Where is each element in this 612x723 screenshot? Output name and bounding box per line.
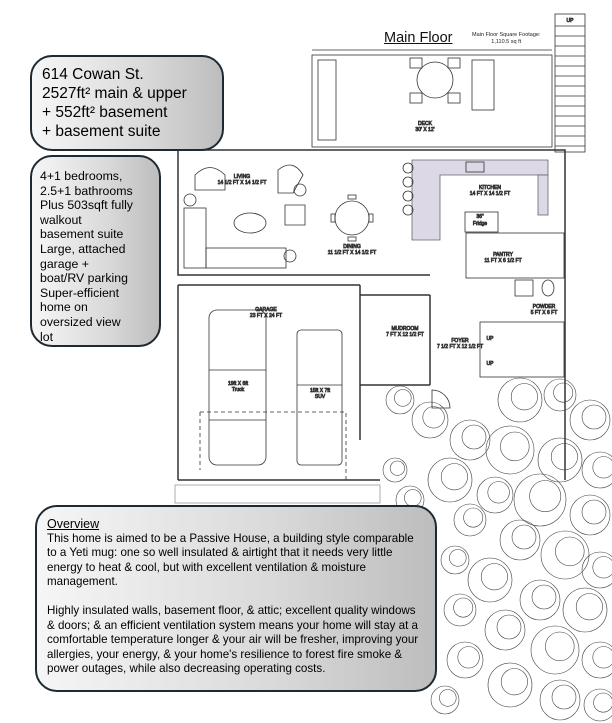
tree-canopy-inner [511, 384, 537, 410]
feature-line: Plus 503sqft fully [40, 198, 133, 213]
tree-canopy-inner [462, 425, 486, 449]
svg-text:30' X 12': 30' X 12' [415, 127, 435, 133]
svg-text:14 FT X 14 1/2 FT: 14 FT X 14 1/2 FT [469, 191, 511, 197]
tree-canopy-inner [449, 550, 466, 567]
address-box [30, 55, 224, 151]
feature-line: oversized view [40, 314, 121, 329]
tree-canopy-inner [593, 457, 612, 479]
tree-canopy-inner [390, 461, 404, 475]
tree-canopy-inner [554, 383, 573, 402]
tree-canopy-inner [501, 669, 527, 695]
overview-heading: Overview [47, 517, 100, 531]
svg-text:5 FT X 6 FT: 5 FT X 6 FT [530, 310, 558, 316]
tree-canopy-inner [464, 508, 483, 527]
features-box [30, 155, 161, 347]
tree-canopy-inner [545, 632, 574, 661]
exterior-stairs [555, 14, 585, 152]
svg-text:UP: UP [486, 361, 494, 367]
svg-text:23 FT X 24 FT: 23 FT X 24 FT [249, 313, 283, 319]
tree-canopy-inner [404, 490, 421, 507]
tree-canopy-inner [593, 647, 612, 669]
deck [312, 50, 552, 147]
tree-canopy-inner [458, 647, 480, 669]
tree-canopy-inner [532, 585, 556, 609]
feature-line: home on [40, 300, 88, 315]
tree-canopy [486, 426, 534, 474]
svg-text:DECK: DECK [418, 121, 432, 127]
tree-canopy [468, 558, 512, 602]
tree-canopy-inner [488, 482, 510, 504]
mudroom-foyer [386, 326, 483, 408]
overview-paragraph-2: Highly insulated walls, basement floor, & attic; excellent quality windows & doors; & an efficient ventilation system means your home will stay at a comfortable temperature longer & your air will be fresher, improving your allergies, your energy, & your home's resilience to forest fire smoke & power outages, while also decreasing operating costs. [47, 603, 419, 676]
tree-canopy [488, 663, 532, 707]
feature-line: lot [40, 329, 53, 344]
svg-text:PANTRY: PANTRY [493, 252, 513, 258]
floor-title: Main Floor [384, 30, 453, 46]
tree-canopy-inner [441, 464, 467, 490]
square-footage-label: Main Floor Square Footage: [472, 32, 541, 38]
feature-line: 4+1 bedrooms, [40, 169, 123, 183]
svg-text:36": 36" [476, 214, 484, 220]
tree-canopy [584, 689, 612, 721]
svg-text:11 FT X 6 1/2 FT: 11 FT X 6 1/2 FT [484, 258, 522, 264]
tree-canopy-inner [423, 407, 445, 429]
svg-text:7 FT X 12 1/2 FT: 7 FT X 12 1/2 FT [386, 332, 424, 338]
tree-canopy-inner [500, 432, 529, 461]
svg-text:KITCHEN: KITCHEN [479, 185, 501, 191]
kitchen [403, 160, 564, 377]
overview-box [35, 505, 437, 692]
tree-canopy [563, 588, 607, 632]
tree-canopy [514, 474, 566, 526]
stairs-up-label: UP [566, 18, 574, 24]
feature-line: Super-efficient [40, 285, 120, 300]
svg-text:11 1/2 FT X 14 1/2 FT: 11 1/2 FT X 14 1/2 FT [327, 250, 377, 256]
feature-line: boat/RV parking [40, 271, 128, 286]
feature-line: Large, attached [40, 241, 126, 256]
tree-canopy [531, 626, 579, 674]
tree-canopy-inner [512, 525, 536, 549]
tree-canopy-inner [530, 481, 561, 512]
address-line: 2527ft² main & upper [42, 85, 187, 102]
overview-paragraph-1: This home is aimed to be a Passive House, a building style comparable to a Yeti mug: one so well insulated & airtight that it needs very little energy to heat & cool, but with excellent ventilation & moisture management. [47, 531, 414, 589]
tree-canopy [428, 458, 472, 502]
tree-canopy-inner [394, 390, 411, 407]
tree-canopy [498, 378, 542, 422]
tree-canopy-inner [582, 405, 606, 429]
svg-text:Truck: Truck [231, 387, 245, 393]
svg-text:GARAGE: GARAGE [255, 307, 277, 313]
svg-text:Fridge: Fridge [472, 221, 488, 227]
address-line: + basement suite [42, 123, 161, 140]
tree-canopy-inner [582, 500, 606, 524]
svg-text:FOYER: FOYER [451, 338, 469, 344]
tree-canopy-inner [454, 598, 473, 617]
tree-canopy-inner [439, 690, 456, 707]
svg-text:15ft X 7ft: 15ft X 7ft [309, 388, 331, 394]
feature-line: garage + [40, 256, 89, 271]
square-footage [472, 32, 540, 46]
tree-canopy-inner [555, 537, 584, 566]
tree-canopy-inner [497, 615, 521, 639]
tree-canopy-inner [594, 693, 612, 712]
square-footage-value: 1,110.5 sq ft [491, 39, 522, 45]
svg-text:14 1/2 FT X 14 1/2 FT: 14 1/2 FT X 14 1/2 FT [217, 180, 267, 186]
tree-canopy-inner [481, 564, 507, 590]
feature-line: basement suite [40, 227, 124, 242]
tree-canopy-inner [593, 557, 612, 579]
tree-canopy-inner [552, 685, 576, 709]
address-line: 614 Cowan St. [42, 66, 144, 83]
living-furniture [184, 165, 376, 268]
svg-text:DINING: DINING [343, 244, 361, 250]
house-walls [178, 150, 565, 480]
tree-canopy [538, 438, 582, 482]
svg-text:POWDER: POWDER [532, 304, 556, 310]
svg-text:UP: UP [486, 336, 494, 342]
tree-canopy-inner [576, 594, 602, 620]
garage [175, 307, 380, 503]
svg-text:7 1/2 FT X 12 1/2 FT: 7 1/2 FT X 12 1/2 FT [436, 344, 484, 350]
address-line: + 552ft² basement [42, 104, 168, 121]
svg-text:LIVING: LIVING [233, 174, 251, 180]
svg-text:19ft X 6ft: 19ft X 6ft [227, 381, 249, 387]
feature-line: walkout [40, 212, 82, 227]
feature-line: 2.5+1 bathrooms [40, 183, 133, 198]
svg-text:MUDROOM: MUDROOM [391, 326, 419, 332]
svg-text:SUV: SUV [314, 394, 326, 400]
